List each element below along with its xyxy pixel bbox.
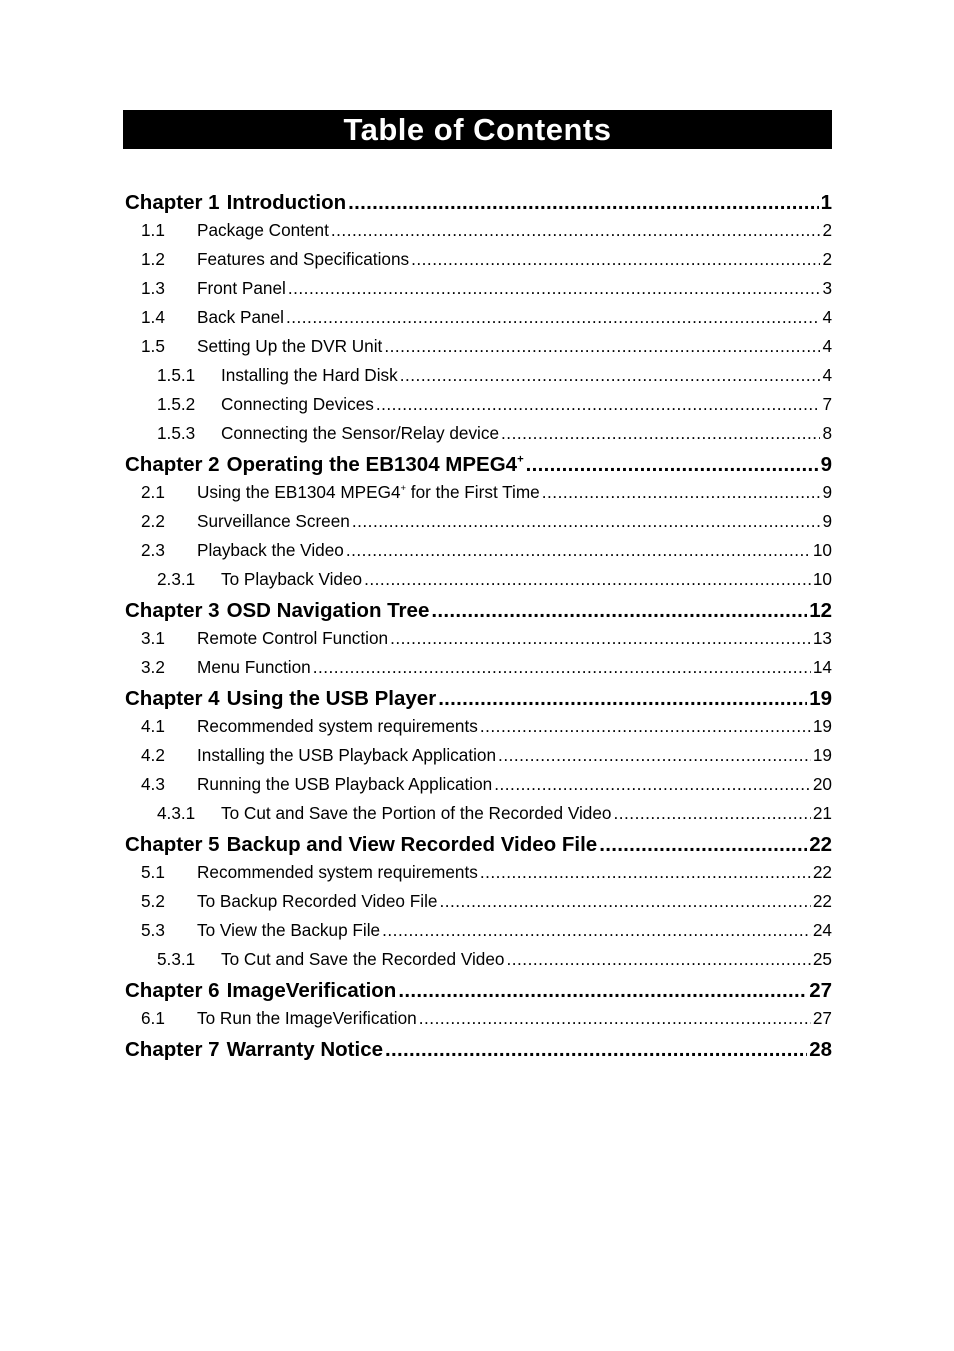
toc-entry-title-text: Installing the USB Playback Application	[197, 745, 497, 765]
toc-entry-title-text: Installing the Hard Disk	[221, 365, 398, 385]
toc-entry-title	[221, 799, 611, 828]
dot-leader	[331, 216, 821, 245]
toc-entry-number: 2.1	[141, 482, 165, 502]
toc-entry-page-number: 2	[822, 249, 832, 269]
toc-entry-number: 4.3	[141, 774, 165, 794]
toc-entry-title	[221, 390, 374, 419]
toc-entry-number: 1.4	[141, 307, 165, 327]
toc-entry-title	[197, 653, 311, 682]
toc-entry-title	[197, 712, 478, 741]
toc-entry-section[interactable]	[125, 712, 832, 741]
toc-entry-section[interactable]	[125, 624, 832, 653]
toc-entry-number: 1.5	[141, 336, 165, 356]
toc-entry-subsection[interactable]	[125, 945, 832, 974]
toc-entry-title	[197, 274, 286, 303]
toc-entry-number: 3.1	[141, 628, 165, 648]
toc-entry-page-number: 9	[820, 453, 832, 476]
dot-leader	[376, 390, 821, 419]
toc-entry-superscript: +	[517, 453, 524, 466]
toc-entry-title-text: Package Content	[197, 220, 329, 240]
toc-entry-number: Chapter 4	[125, 687, 220, 710]
toc-entry-title	[197, 245, 409, 274]
toc-entry-title-suffix: for the First Time	[406, 482, 540, 502]
toc-entry-title-text: Playback the Video	[197, 540, 344, 560]
toc-entry-page-number: 10	[812, 569, 832, 589]
toc-entry-page-number: 24	[812, 920, 832, 940]
toc-entry-section[interactable]	[125, 274, 832, 303]
toc-entry-title-text: Warranty Notice	[226, 1038, 384, 1061]
toc-entry-title	[197, 916, 380, 945]
toc-entry-title	[197, 624, 388, 653]
toc-entry-page-number: 21	[812, 803, 832, 823]
toc-entry-title-text: Recommended system requirements	[197, 862, 478, 882]
toc-entry-title-text: To Cut and Save the Recorded Video	[221, 949, 505, 969]
toc-entry-page-number: 10	[812, 540, 832, 560]
toc-entry-number: Chapter 5	[125, 833, 220, 856]
toc-entry-number: 2.2	[141, 511, 165, 531]
toc-entry-number: 4.2	[141, 745, 165, 765]
dot-leader	[352, 507, 821, 536]
toc-entry-title	[221, 419, 499, 448]
toc-entry-number: 5.3	[141, 920, 165, 940]
toc-entry-page-number: 14	[812, 657, 832, 677]
toc-entry-title-text: Introduction	[226, 191, 347, 214]
toc-entry-title	[197, 507, 350, 536]
toc-entry-chapter[interactable]	[125, 594, 832, 624]
toc-entry-number: Chapter 3	[125, 599, 220, 622]
toc-entry-title	[221, 361, 398, 390]
toc-entry-chapter[interactable]	[125, 828, 832, 858]
toc-entry-number: 1.5.3	[157, 423, 196, 443]
toc-entry-title	[197, 887, 437, 916]
dot-leader	[385, 1033, 807, 1063]
toc-entry-page-number: 4	[822, 365, 832, 385]
toc-entry-subsection[interactable]	[125, 419, 832, 448]
toc-entry-number: 5.1	[141, 862, 165, 882]
toc-entry-number: Chapter 6	[125, 979, 220, 1002]
toc-entry-title	[197, 770, 492, 799]
toc-entry-title-text: Menu Function	[197, 657, 311, 677]
dot-leader	[348, 186, 818, 216]
toc-entry-title	[227, 448, 524, 478]
toc-entry-chapter[interactable]	[125, 448, 832, 478]
dot-leader	[542, 478, 821, 507]
toc-entry-title-text: Operating the EB1304 MPEG4	[226, 453, 518, 476]
toc-entry-title	[227, 682, 437, 712]
toc-entry-number: 1.1	[141, 220, 165, 240]
toc-entry-title	[227, 186, 347, 216]
toc-entry-title	[197, 1004, 417, 1033]
toc-entry-subsection[interactable]	[125, 799, 832, 828]
dot-leader	[364, 565, 811, 594]
toc-entry-section[interactable]	[125, 507, 832, 536]
dot-leader	[400, 361, 821, 390]
toc-entry-page-number: 22	[812, 862, 832, 882]
toc-entry-page-number: 19	[809, 687, 832, 710]
toc-entry-page-number: 27	[812, 1008, 832, 1028]
toc-entry-superscript: +	[400, 482, 407, 494]
toc-entry-page-number: 12	[809, 599, 832, 622]
dot-leader	[494, 770, 811, 799]
toc-entry-subsection[interactable]	[125, 565, 832, 594]
dot-leader	[613, 799, 810, 828]
dot-leader	[384, 332, 820, 361]
toc-entry-number: 1.5.2	[157, 394, 196, 414]
dot-leader	[288, 274, 821, 303]
dot-leader	[382, 916, 811, 945]
toc-entry-title-text: Using the USB Player	[226, 687, 437, 710]
toc-entry-title-text: Backup and View Recorded Video File	[226, 833, 598, 856]
toc-entry-page-number: 3	[822, 278, 832, 298]
toc-entry-title	[197, 216, 329, 245]
dot-leader	[419, 1004, 811, 1033]
dot-leader	[438, 682, 807, 712]
dot-leader	[501, 419, 820, 448]
toc-entry-title-text: Connecting the Sensor/Relay device	[221, 423, 500, 443]
dot-leader	[498, 741, 811, 770]
toc-entry-title	[227, 1033, 383, 1063]
toc-entry-title	[197, 332, 382, 361]
toc-entry-title-text: Recommended system requirements	[197, 716, 478, 736]
toc-entry-page-number: 2	[822, 220, 832, 240]
toc-entry-title	[197, 478, 540, 507]
toc-entry-title-text: Features and Specifications	[197, 249, 410, 269]
toc-entry-title	[227, 974, 397, 1004]
toc-entry-title-text: To Cut and Save the Portion of the Recorded Video	[221, 803, 612, 823]
toc-entry-title-text: Remote Control Function	[197, 628, 389, 648]
toc-entry-number: 3.2	[141, 657, 165, 677]
toc-entry-title-text: To Backup Recorded Video File	[197, 891, 438, 911]
toc-entry-number: Chapter 7	[125, 1038, 220, 1061]
toc-entry-section[interactable]	[125, 858, 832, 887]
dot-leader	[480, 858, 811, 887]
toc-entry-chapter[interactable]	[125, 1033, 832, 1063]
toc-entry-title-text: Using the EB1304 MPEG4	[197, 482, 401, 502]
dot-leader	[439, 887, 810, 916]
toc-entry-number: 5.2	[141, 891, 165, 911]
toc-entry-title-text: Front Panel	[197, 278, 286, 298]
toc-entry-number: 1.3	[141, 278, 165, 298]
dot-leader	[398, 974, 807, 1004]
toc-entry-chapter[interactable]	[125, 974, 832, 1004]
toc-entry-page-number: 27	[809, 979, 832, 1002]
dot-leader	[286, 303, 820, 332]
toc-entry-title-text: Back Panel	[197, 307, 284, 327]
toc-entry-number: 2.3.1	[157, 569, 196, 589]
dot-leader	[506, 945, 810, 974]
toc-entry-section[interactable]	[125, 303, 832, 332]
toc-entry-title-text: ImageVerification	[226, 979, 397, 1002]
toc-entry-page-number: 7	[822, 394, 832, 414]
toc-entry-title	[197, 303, 284, 332]
toc-entry-chapter[interactable]	[125, 682, 832, 712]
toc-entry-section[interactable]	[125, 332, 832, 361]
toc-entry-page-number: 20	[812, 774, 832, 794]
toc-entry-subsection[interactable]	[125, 390, 832, 419]
dot-leader	[313, 653, 811, 682]
toc-entry-page-number: 25	[812, 949, 832, 969]
toc-entry-title	[227, 828, 598, 858]
toc-entry-section[interactable]	[125, 916, 832, 945]
toc-entry-number: 6.1	[141, 1008, 165, 1028]
toc-entry-number: Chapter 1	[125, 191, 220, 214]
toc-entry-section[interactable]	[125, 770, 832, 799]
toc-entry-title	[197, 536, 344, 565]
toc-entry-number: 4.3.1	[157, 803, 196, 823]
table-of-contents	[125, 186, 832, 1063]
toc-entry-title	[221, 565, 362, 594]
toc-entry-number: 5.3.1	[157, 949, 196, 969]
toc-entry-page-number: 4	[822, 336, 832, 356]
toc-entry-section[interactable]	[125, 536, 832, 565]
dot-leader	[599, 828, 807, 858]
toc-entry-page-number: 4	[822, 307, 832, 327]
dot-leader	[480, 712, 811, 741]
toc-entry-subsection[interactable]	[125, 361, 832, 390]
toc-entry-title-text: To View the Backup File	[197, 920, 381, 940]
toc-entry-page-number: 22	[812, 891, 832, 911]
toc-entry-page-number: 8	[822, 423, 832, 443]
toc-entry-title-text: To Run the ImageVerification	[197, 1008, 417, 1028]
toc-entry-page-number: 19	[812, 716, 832, 736]
toc-entry-section[interactable]	[125, 741, 832, 770]
toc-entry-page-number: 13	[812, 628, 832, 648]
toc-entry-page-number: 9	[822, 482, 832, 502]
toc-entry-number: Chapter 2	[125, 453, 220, 476]
dot-leader	[411, 245, 820, 274]
toc-entry-title-text: Connecting Devices	[221, 394, 374, 414]
toc-entry-section[interactable]	[125, 245, 832, 274]
toc-entry-title-text: Setting Up the DVR Unit	[197, 336, 383, 356]
toc-entry-page-number: 1	[820, 191, 832, 214]
toc-entry-title	[221, 945, 504, 974]
toc-entry-title	[197, 858, 478, 887]
toc-entry-title-text: Running the USB Playback Application	[197, 774, 493, 794]
toc-entry-title-text: To Playback Video	[221, 569, 363, 589]
toc-entry-title	[197, 741, 496, 770]
toc-entry-title	[227, 594, 430, 624]
toc-entry-number: 1.5.1	[157, 365, 196, 385]
toc-entry-page-number: 19	[812, 745, 832, 765]
dot-leader	[346, 536, 811, 565]
dot-leader	[526, 448, 819, 478]
toc-entry-title-text: Surveillance Screen	[197, 511, 350, 531]
toc-entry-number: 1.2	[141, 249, 165, 269]
toc-entry-chapter[interactable]	[125, 186, 832, 216]
toc-entry-number: 4.1	[141, 716, 165, 736]
toc-entry-title-text: OSD Navigation Tree	[226, 599, 430, 622]
toc-entry-section[interactable]	[125, 653, 832, 682]
page-title: Table of Contents	[123, 110, 832, 149]
toc-entry-page-number: 28	[809, 1038, 832, 1061]
toc-entry-section[interactable]	[125, 478, 832, 507]
dot-leader	[431, 594, 807, 624]
toc-entry-number: 2.3	[141, 540, 165, 560]
toc-entry-page-number: 9	[822, 511, 832, 531]
toc-entry-section[interactable]	[125, 887, 832, 916]
toc-entry-page-number: 22	[809, 833, 832, 856]
toc-entry-section[interactable]	[125, 1004, 832, 1033]
toc-entry-section[interactable]	[125, 216, 832, 245]
dot-leader	[390, 624, 811, 653]
